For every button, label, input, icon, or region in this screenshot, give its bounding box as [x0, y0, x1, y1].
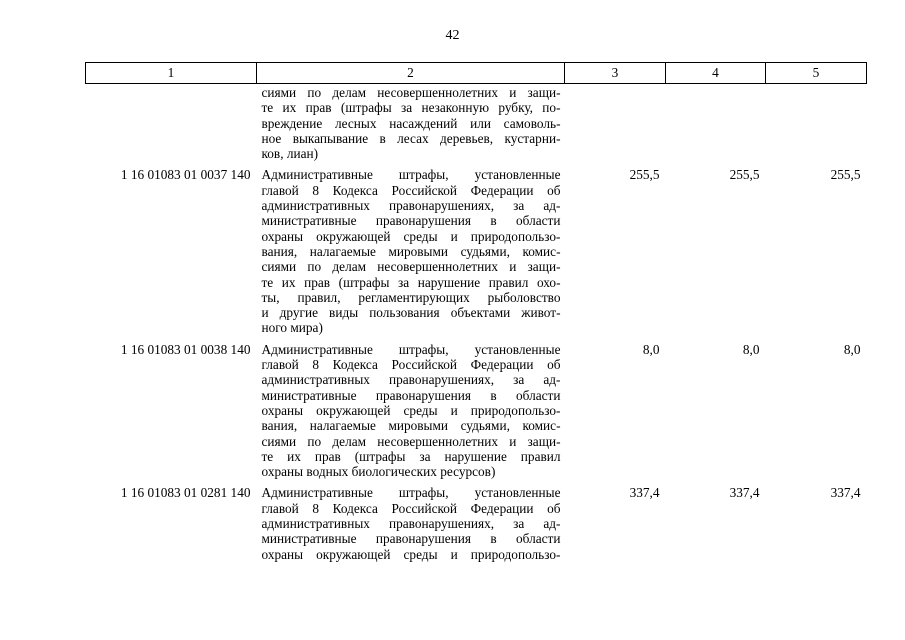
code-cell	[86, 84, 257, 162]
description-line: сиями по делам несовершеннолетних и защи-	[261, 85, 561, 100]
description-line: главой 8 Кодекса Российской Федерации об	[261, 357, 561, 373]
description-line: те их прав (штрафы за незаконную рубку, по-	[261, 100, 561, 116]
table-row	[86, 336, 867, 480]
column-header: 3	[565, 63, 666, 84]
description-line: административных правонарушениях, за ад-	[261, 516, 561, 532]
description-cell	[257, 84, 565, 162]
page-number: 42	[445, 28, 460, 43]
value-cell-col4: 337,4	[729, 485, 760, 501]
budget-table	[85, 62, 867, 562]
description-line: главой 8 Кодекса Российской Федерации об	[261, 182, 561, 198]
code-cell: 1 16 01083 01 0037 140	[120, 167, 251, 183]
column-header: 4	[666, 63, 766, 84]
value-cell-col4: 8,0	[742, 341, 760, 357]
description-line: те их прав (штрафы за нарушение правил	[261, 448, 561, 464]
description-line: вания, налагаемые мировыми судьями, комис-	[261, 418, 561, 434]
column-header: 5	[766, 63, 867, 84]
description-line: вания, налагаемые мировыми судьями, комис-	[261, 243, 561, 259]
description-line: ного мира)	[261, 320, 323, 336]
description-cell	[257, 479, 565, 561]
value-cell-col5: 337,4	[830, 485, 861, 501]
description-line: охраны водных биологических ресурсов)	[261, 464, 496, 480]
description-line: административных правонарушениях, за ад-	[261, 198, 561, 214]
description-line: охраны окружающей среды и природопользо-	[261, 546, 561, 562]
description-line: те их прав (штрафы за нарушение правил охо-	[261, 274, 561, 290]
description-line: министративные правонарушения в области	[261, 213, 561, 229]
description-line: охраны окружающей среды и природопользо-	[261, 402, 561, 418]
value-cell-col4: 255,5	[729, 167, 760, 183]
description-cell	[257, 161, 565, 335]
description-line: ков, лиан)	[261, 146, 319, 162]
description-line: административных правонарушениях, за ад-	[261, 372, 561, 388]
table-row	[86, 161, 867, 335]
table-header-row	[86, 63, 867, 84]
column-header: 1	[86, 63, 257, 84]
description-cell	[257, 336, 565, 480]
description-line: Административные штрафы, установленные	[261, 167, 561, 183]
description-line: ное выкапывание в лесах деревьев, кустарни-	[261, 130, 561, 146]
description-line: Административные штрафы, установленные	[261, 341, 561, 357]
description-line: министративные правонарушения в области	[261, 387, 561, 403]
table-row-continuation	[86, 84, 867, 162]
description-line: охраны окружающей среды и природопользо-	[261, 228, 561, 244]
value-cell-col5: 8,0	[843, 341, 861, 357]
value-cell-col5: 255,5	[830, 167, 861, 183]
value-cell-col3: 8,0	[642, 341, 660, 357]
code-cell: 1 16 01083 01 0281 140	[120, 485, 251, 501]
description-line: сиями по делам несовершеннолетних и защи-	[261, 259, 561, 275]
description-line: Административные штрафы, установленные	[261, 485, 561, 501]
value-cell-col3: 337,4	[629, 485, 660, 501]
column-header: 2	[257, 63, 565, 84]
table-row	[86, 479, 867, 561]
description-line: главой 8 Кодекса Российской Федерации об	[261, 500, 561, 516]
description-line: ты, правил, регламентирующих рыболовство	[261, 289, 561, 305]
description-line: сиями по делам несовершеннолетних и защи-	[261, 433, 561, 449]
description-line: вреждение лесных насаждений или самоволь-	[261, 115, 561, 131]
description-line: министративные правонарушения в области	[261, 531, 561, 547]
code-cell: 1 16 01083 01 0038 140	[120, 341, 251, 357]
description-line: и другие виды пользования объектами живот-	[261, 305, 561, 321]
value-cell-col3: 255,5	[629, 167, 660, 183]
